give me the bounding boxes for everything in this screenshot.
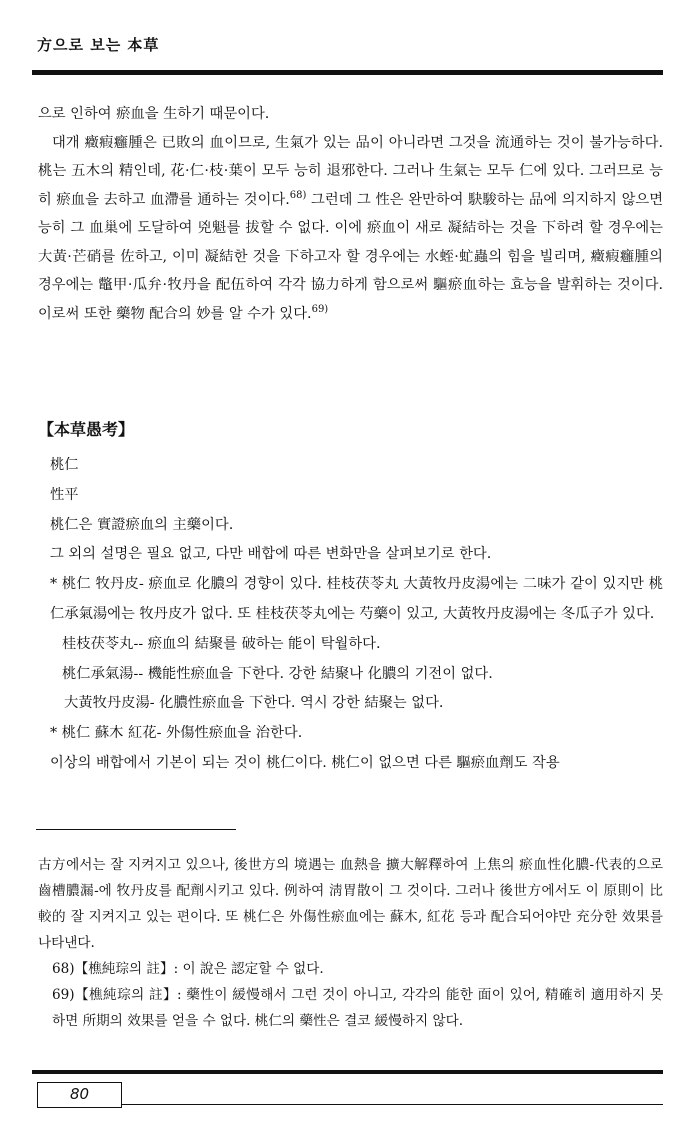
combination-2: * 桃仁 蘇木 紅花- 外傷性瘀血을 治한다. bbox=[50, 725, 303, 742]
footnotes bbox=[38, 852, 663, 1034]
header-rule bbox=[32, 70, 663, 75]
section-heading: 【本草愚考】 bbox=[38, 420, 135, 439]
footer-rule bbox=[32, 1070, 663, 1074]
footnote-continuation: 古方에서는 잘 지켜지고 있으나, 後世方의 境遇는 血熱을 擴大解釋하여 上焦의 瘀血性化膿-代表的으로 齒槽膿漏-에 牧丹皮를 配劑시키고 있다. 例하여 淸胃散이 그 것이다. 그러나 後世方에서도 이 原則이 比較的 잘 지켜지고 있는 편이다. 또 桃仁은 外傷性瘀血에는 蘇木, 紅花 등과 配合되어야만 充分한 效果를 나타낸다. bbox=[38, 857, 663, 951]
footnote-rule bbox=[36, 829, 236, 830]
footnote-68: 68)【樵純琮의 註】: 이 說은 認定할 수 없다. bbox=[52, 961, 324, 977]
footer-rule-thin bbox=[122, 1104, 663, 1105]
formula-line-2: 桃仁承氣湯-- 機能性瘀血을 下한다. 강한 結聚나 化膿의 기전이 없다. bbox=[62, 665, 493, 682]
running-title: 方으로 보는 本草 bbox=[37, 36, 160, 54]
herb-intro-line: 그 외의 설명은 필요 없고, 다만 배합에 따른 변화만을 살펴보기로 한다. bbox=[50, 546, 492, 563]
paragraph-main bbox=[38, 129, 663, 329]
footnote-69: 69)【樵純琮의 註】: 藥性이 緩慢해서 그런 것이 아니고, 각각의 能한 面이 있어, 精確히 適用하지 못하면 所期의 效果를 얻을 수 없다. 桃仁의 藥性은 결코 緩慢하지 않다. bbox=[52, 987, 663, 1029]
paragraph-main-cont: 그런데 그 性은 완만하여 駃駿하는 品에 의지하지 않으면 능히 그 血巢에 도달하여 兇魁를 拔할 수 없다. 이에 瘀血이 새로 凝結하는 것을 下하려 할 경우에는 大黃·芒硝를 佐하고, 이미 凝結한 것을 下하고자 할 경우에는 水蛭·虻蟲의 힘을 빌리며, 癥瘕癰腫의 경우에는 鼈甲·瓜弁·牧丹을 配伍하여 각각 協力하게 함으로써 驅瘀血하는 효능을 발휘하는 것이다. 이로써 또한 藥物 配合의 妙를 알 수가 있다. bbox=[38, 191, 664, 322]
herb-main-line: 桃仁은 實證瘀血의 主藥이다. bbox=[50, 516, 234, 533]
formula-line-3: 大黃牧丹皮湯- 化膿性瘀血을 下한다. 역시 강한 結聚는 없다. bbox=[64, 695, 444, 712]
herb-name: 桃仁 bbox=[50, 457, 79, 473]
body-text bbox=[38, 100, 663, 328]
combination-1: * 桃仁 牧丹皮- 瘀血로 化膿의 경향이 있다. 桂枝茯苓丸 大黃牧丹皮湯에는 二味가 같이 있지만 桃仁承氣湯에는 牧丹皮가 없다. 또 桂枝茯苓丸에는 芍藥이 있고, 大黃牧丹皮湯에는 冬瓜子가 있다. bbox=[50, 576, 663, 622]
paragraph-main-text: 대개 癥瘕癰腫은 已敗의 血이므로, 生氣가 있는 品이 아니라면 그것을 流通하는 것이 불가능하다. 桃는 五木의 精인데, 花·仁·枝·葉이 모두 능히 退邪한다. 그러나 生氣는 모두 仁에 있다. 그러므로 능히 瘀血을 去하고 血滯를 通하는 것이다. bbox=[38, 134, 663, 208]
closing-line: 이상의 배합에서 기본이 되는 것이 桃仁이다. 桃仁이 없으면 다른 驅瘀血劑도 작용 bbox=[50, 754, 560, 771]
paragraph-continuation: 으로 인하여 瘀血을 生하기 때문이다. bbox=[38, 106, 270, 122]
herb-nature: 性平 bbox=[50, 486, 79, 503]
footnote-ref-68: 68) bbox=[289, 189, 307, 201]
formula-line-1: 桂枝茯苓丸-- 瘀血의 結聚를 破하는 能이 탁월하다. bbox=[62, 635, 381, 652]
herb-notes bbox=[38, 451, 663, 779]
page-number: 80 bbox=[37, 1082, 122, 1108]
footnote-ref-69: 69) bbox=[311, 303, 329, 315]
